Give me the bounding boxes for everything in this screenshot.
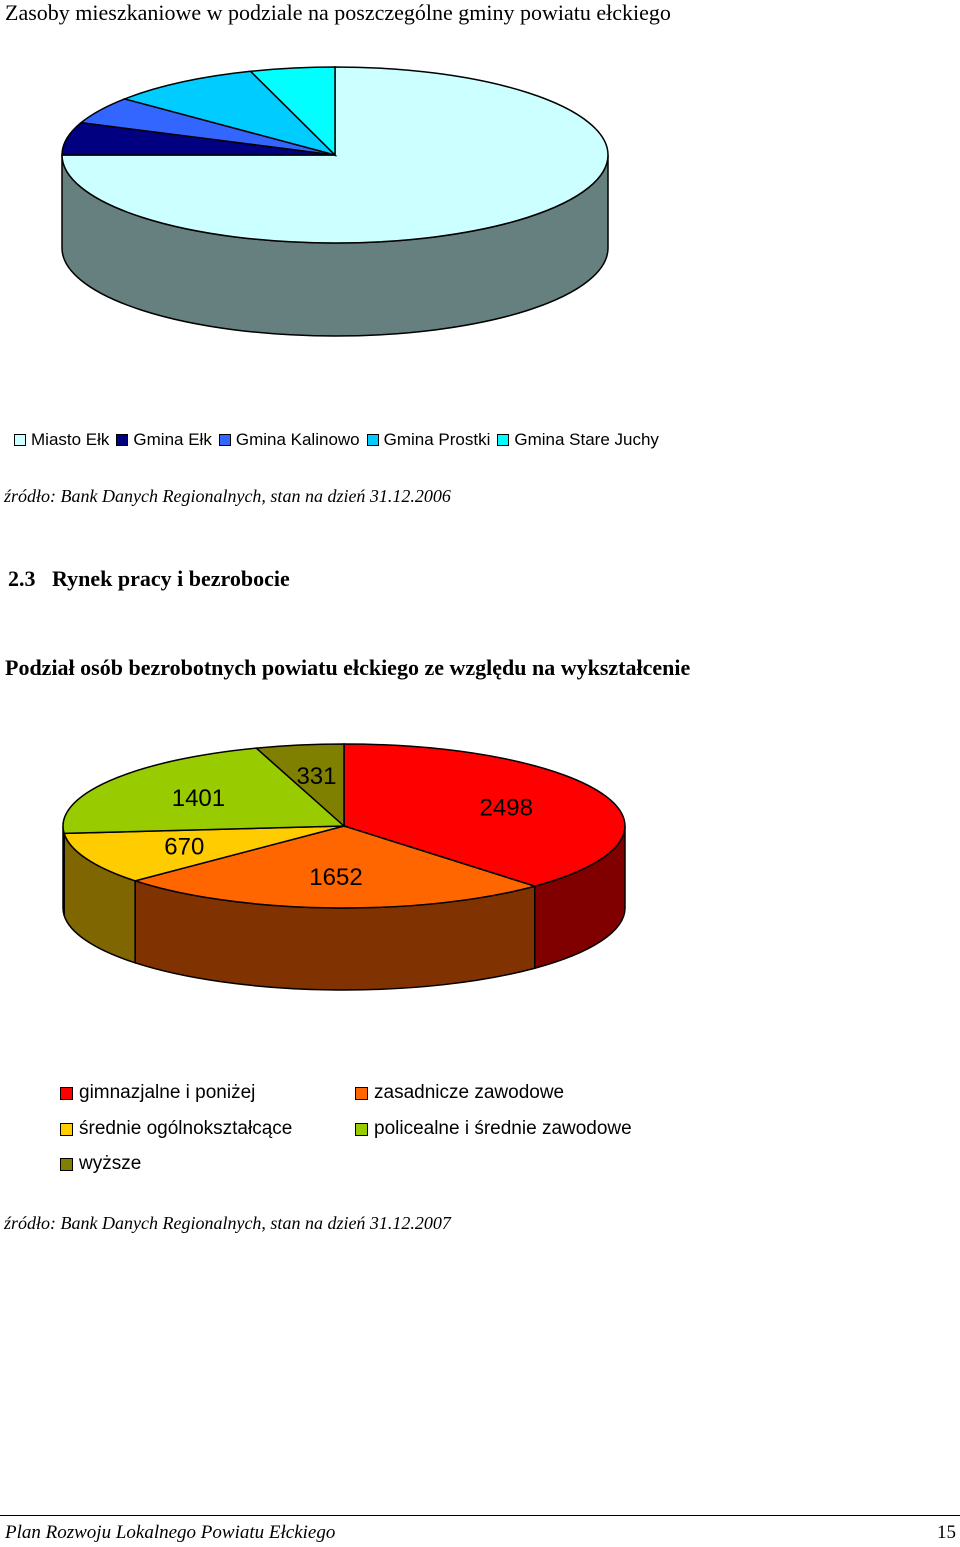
data-label-wyzsze: 331	[296, 762, 337, 790]
legend-swatch	[60, 1123, 73, 1136]
footer-divider	[0, 1515, 960, 1516]
legend-item-gmina-prostki	[367, 430, 491, 450]
unemployment-side-policealne-i-srednie-zawodowe	[63, 826, 64, 915]
data-label-srednie-ogolnoksztalcace: 670	[164, 833, 205, 861]
chart-title-unemployment: Podział osób bezrobotnych powiatu ełckiego ze względu na wykształcenie	[5, 655, 691, 680]
legend-item-srednie-ogolnoksztalcace	[60, 1118, 292, 1140]
source-note-2006: źródło: Bank Danych Regionalnych, stan na dzień 31.12.2006	[4, 486, 451, 506]
legend-label: średnie ogólnokształcące	[79, 1118, 293, 1139]
legend-item-gmina-kalinowo	[219, 430, 360, 450]
legend-swatch	[14, 434, 26, 446]
legend-swatch	[60, 1158, 73, 1171]
section-number: 2.3	[8, 566, 36, 591]
legend-item-miasto-elk	[14, 430, 109, 450]
data-label-gimnazjalne-i-ponizej: 2498	[479, 794, 533, 822]
legend-label: zasadnicze zawodowe	[374, 1082, 565, 1103]
data-label-zasadnicze-zawodowe: 1652	[309, 863, 363, 891]
legend-swatch	[355, 1087, 368, 1100]
legend-item-wyzsze	[60, 1153, 141, 1175]
chart-legend-housing	[14, 428, 666, 452]
pie-chart-unemployment	[0, 730, 960, 1010]
footer-title: Plan Rozwoju Lokalnego Powiatu Ełckiego	[5, 1522, 336, 1543]
legend-label: Gmina Prostki	[383, 430, 491, 449]
legend-swatch	[367, 434, 379, 446]
housing-slices	[62, 67, 608, 243]
legend-label: policealne i średnie zawodowe	[374, 1118, 632, 1139]
legend-item-zasadnicze-zawodowe	[355, 1082, 564, 1104]
legend-item-gmina-stare-juchy	[497, 430, 659, 450]
legend-swatch	[219, 434, 231, 446]
legend-swatch	[497, 434, 509, 446]
section-title: Rynek pracy i bezrobocie	[52, 566, 290, 591]
page-title: Zasoby mieszkaniowe w podziale na poszczególne gminy powiatu ełckiego	[5, 0, 671, 25]
source-note-2007: źródło: Bank Danych Regionalnych, stan na dzień 31.12.2007	[4, 1213, 451, 1233]
legend-label: Gmina Stare Juchy	[514, 430, 659, 449]
legend-label: Gmina Ełk	[133, 430, 212, 449]
legend-item-policealne-i-srednie-zawodowe	[355, 1118, 632, 1140]
legend-item-gimnazjalne-i-ponizej	[60, 1082, 255, 1104]
legend-item-gmina-elk	[116, 430, 211, 450]
legend-swatch	[116, 434, 128, 446]
legend-swatch	[60, 1087, 73, 1100]
pie-chart-housing	[0, 50, 960, 350]
legend-label: Miasto Ełk	[31, 430, 110, 449]
data-label-policealne-i-srednie-zawodowe: 1401	[171, 785, 226, 813]
legend-swatch	[355, 1123, 368, 1136]
legend-label: Gmina Kalinowo	[235, 430, 360, 449]
page-number: 15	[937, 1522, 956, 1543]
section-heading	[8, 566, 290, 592]
legend-label: gimnazjalne i poniżej	[79, 1082, 256, 1103]
legend-label: wyższe	[79, 1153, 142, 1174]
